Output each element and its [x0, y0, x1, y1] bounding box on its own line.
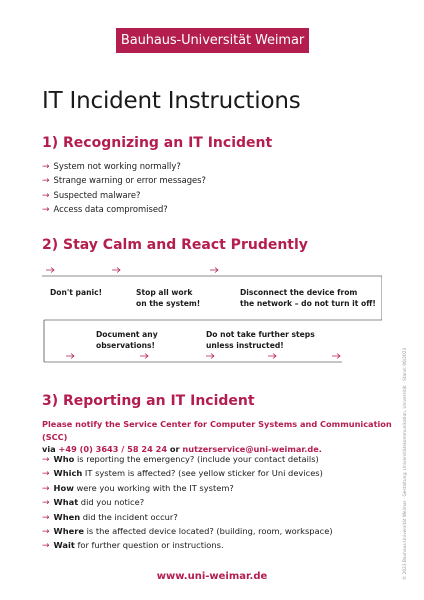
list-item: → Suspected malware?	[42, 189, 141, 201]
footer-website-link[interactable]: www.uni-weimar.de	[156, 571, 268, 582]
list-item: → System not working normally?	[42, 161, 181, 172]
arrow-right-icon: →	[42, 204, 50, 215]
email-link[interactable]: nutzerservice@uni-weimar.de.	[182, 444, 322, 454]
step-dont-panic: Don't panic!	[50, 288, 103, 297]
arrow-right-icon: →	[42, 162, 50, 172]
arrow-right-icon: →	[42, 455, 50, 465]
page-title: IT Incident Instructions	[42, 88, 301, 114]
side-imprint: © 2023 Bauhaus-Universität Weimar · Gestaltung: Universitätskommunikation, Universität · Stand: 06/2023	[403, 347, 408, 580]
list-item: → Where is the affected device located? (building, room, workspace)	[42, 525, 333, 537]
reporting-list	[42, 452, 333, 553]
list-item: → How were you working with the IT system?	[42, 482, 234, 494]
list-item: → Access data compromised?	[42, 203, 168, 215]
arrow-right-icon: →	[42, 541, 50, 552]
arrow-right-icon: →	[42, 176, 50, 187]
list-item: → When did the incident occur?	[42, 511, 178, 523]
section-heading-reporting: 3) Reporting an IT Incident	[42, 393, 255, 409]
list-item: → What did you notice?	[42, 497, 145, 509]
step-no-further-steps: Do not take further steps unless instructed!	[206, 330, 315, 350]
list-item: → Who is reporting the emergency? (include your contact details)	[42, 454, 319, 465]
arrow-right-icon: →	[42, 498, 50, 509]
list-item: → Strange warning or error messages?	[42, 175, 206, 187]
section-heading-recognizing: 1) Recognizing an IT Incident	[42, 135, 273, 151]
list-item: → Which IT system is affected? (see yellow sticker for Uni devices)	[42, 468, 323, 480]
arrow-right-icon: →	[42, 512, 50, 523]
flow-connector-lines	[42, 266, 382, 370]
arrow-right-icon: →	[42, 190, 50, 201]
university-logo: Bauhaus-Universität Weimar	[116, 28, 309, 53]
list-item: → Wait for further question or instructions.	[42, 540, 224, 552]
arrow-right-icon: →	[42, 483, 50, 494]
step-stop-work: Stop all work on the system!	[136, 288, 201, 308]
step-disconnect: Disconnect the device from the network – do not turn it off!	[240, 288, 376, 308]
recognizing-list	[42, 159, 206, 216]
response-flow-diagram	[42, 266, 382, 370]
phone-number: +49 (0) 3643 / 58 24 24	[58, 444, 168, 454]
section-heading-stay-calm: 2) Stay Calm and React Prudently	[42, 237, 308, 253]
step-document: Document any observations!	[96, 330, 158, 350]
contact-notice: Please notify the Service Center for Computer Systems and Communication (SCC) via +49 (0) 3643 / 58 24 24 or nutzerservice@uni-weimar.de.	[42, 419, 392, 454]
arrow-right-icon: →	[42, 526, 50, 537]
arrow-right-icon: →	[42, 469, 50, 480]
